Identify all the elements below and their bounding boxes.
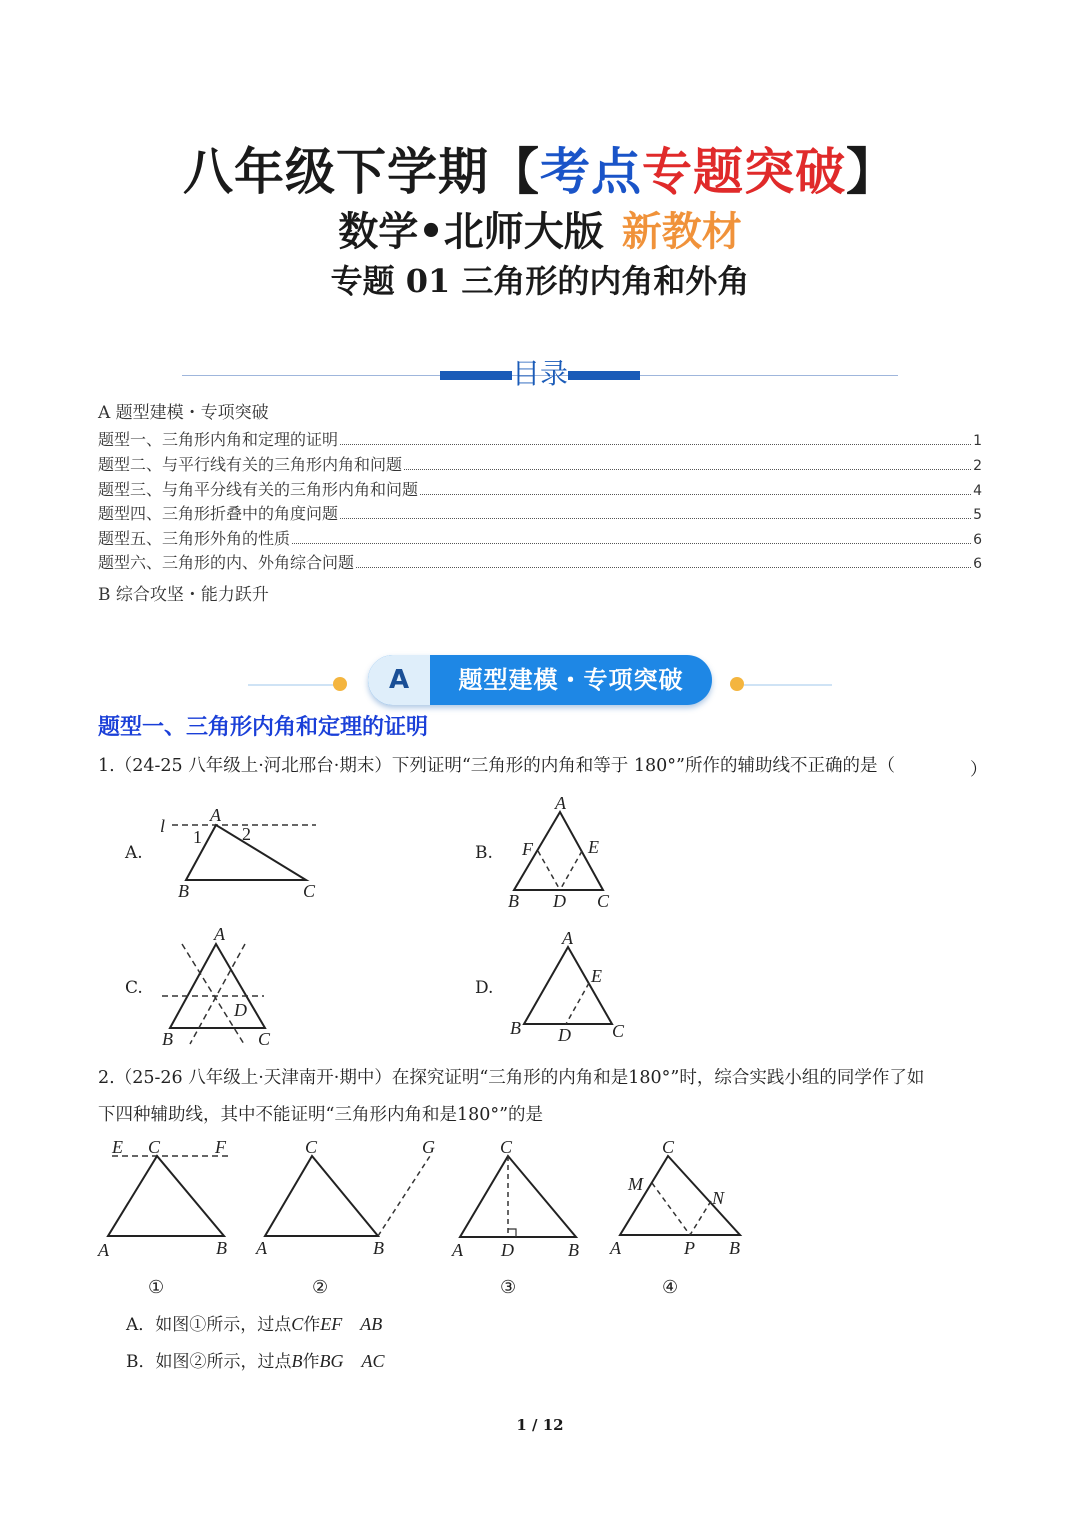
toc-section-b[interactable]: B 综合攻坚・能力跃升 [98,585,269,605]
page-number: 1 / 12 [516,1416,564,1434]
title-highlight-kaodian: 考点 [540,143,642,201]
label-c: C [258,1029,271,1049]
topic-title: 专题 01 三角形的内角和外角 [330,262,750,300]
label-b: B [568,1240,579,1260]
label-d: D [558,1025,571,1045]
label-a: A [452,1240,463,1260]
label-a: A [214,924,225,944]
section-heading: 题型一、三角形内角和定理的证明 [98,714,429,740]
q1-stem: 1.（24-25 八年级上·河北邢台·期末）下列证明“三角形的内角和等于 180°”所作的辅助线不正确的是（ [98,756,895,776]
label-b: B [508,891,519,911]
label-f: F [522,839,533,859]
toc-item[interactable]: 题型二、与平行线有关的三角形内角和问题 2 [98,455,982,474]
q2-stem-line2: 下四种辅助线，其中不能证明“三角形内角和是180°”的是 [98,1105,544,1125]
label-e: E [112,1137,123,1157]
label-c: C [612,1021,625,1041]
label-b: B [510,1018,521,1038]
label-a: A [98,1240,109,1260]
figure-number: ③ [500,1277,517,1297]
label-d: D [501,1240,514,1260]
line-np [690,1201,711,1235]
label-c: C [597,891,610,911]
label-b: B [178,881,189,901]
figure-number: ② [312,1277,329,1297]
toc-item[interactable]: 题型六、三角形的内、外角综合问题 6 [98,553,982,572]
title-highlight-zhuanti: 专题突破 [642,143,846,201]
label-e: E [591,966,602,986]
label-n: N [712,1188,725,1208]
label-b: B [216,1238,227,1258]
label-a: A [256,1238,267,1258]
label-f: F [215,1137,226,1157]
figure-number: ④ [662,1277,679,1297]
toc-item[interactable]: 题型五、三角形外角的性质 6 [98,529,982,548]
label-d: D [234,1000,247,1020]
banner-letter: A [368,655,430,705]
label-a: A [562,928,573,948]
label-b: B [729,1238,740,1258]
banner-text: 题型建模・专项突破 [458,666,684,694]
toc-item[interactable]: 题型一、三角形内角和定理的证明 1 [98,430,982,449]
label-d: D [553,891,566,911]
q1-option-b-label[interactable]: B. [475,843,493,863]
q2-option-b[interactable]: B．如图②所示，过点B作BG AC [126,1351,385,1372]
toc-heading: 目录 [511,357,568,390]
label-c: C [148,1137,161,1157]
label-a: A [210,805,221,825]
label-a: A [610,1238,621,1258]
label-a: A [555,793,566,813]
line-mp [652,1183,690,1235]
subtitle-tag: 新教材 [621,209,742,255]
label-c: C [305,1137,318,1157]
label-p: P [684,1238,695,1258]
label-b: B [162,1029,173,1049]
toc-section-a[interactable]: A 题型建模・专项突破 [98,403,269,423]
q1-option-d-label[interactable]: D. [475,978,494,998]
q1-option-a-label[interactable]: A. [125,843,143,863]
subtitle: 数学•北师大版 新教材 [338,209,742,255]
label-g: G [422,1137,435,1157]
label-m: M [628,1174,643,1194]
q1-option-c-label[interactable]: C. [125,978,143,998]
label-c: C [662,1137,675,1157]
label-e: E [588,837,599,857]
q1-paren-close: ） [970,760,988,780]
figure-number: ① [148,1277,165,1297]
label-l: l [160,816,166,836]
label-2: 2 [242,824,251,844]
label-c: C [303,881,316,901]
label-1: 1 [193,827,202,847]
main-title: 八年级下学期【考点专题突破】 [183,143,897,201]
toc-item[interactable]: 题型三、与角平分线有关的三角形内角和问题 4 [98,480,982,499]
label-c: C [500,1137,513,1157]
label-b: B [373,1238,384,1258]
q2-option-a[interactable]: A．如图①所示，过点C作EF AB [126,1314,383,1335]
q2-stem-line1: 2.（25-26 八年级上·天津南开·期中）在探究证明“三角形的内角和是180°”时，综合实践小组的同学作了如 [98,1068,925,1088]
toc-item[interactable]: 题型四、三角形折叠中的角度问题 5 [98,504,982,523]
